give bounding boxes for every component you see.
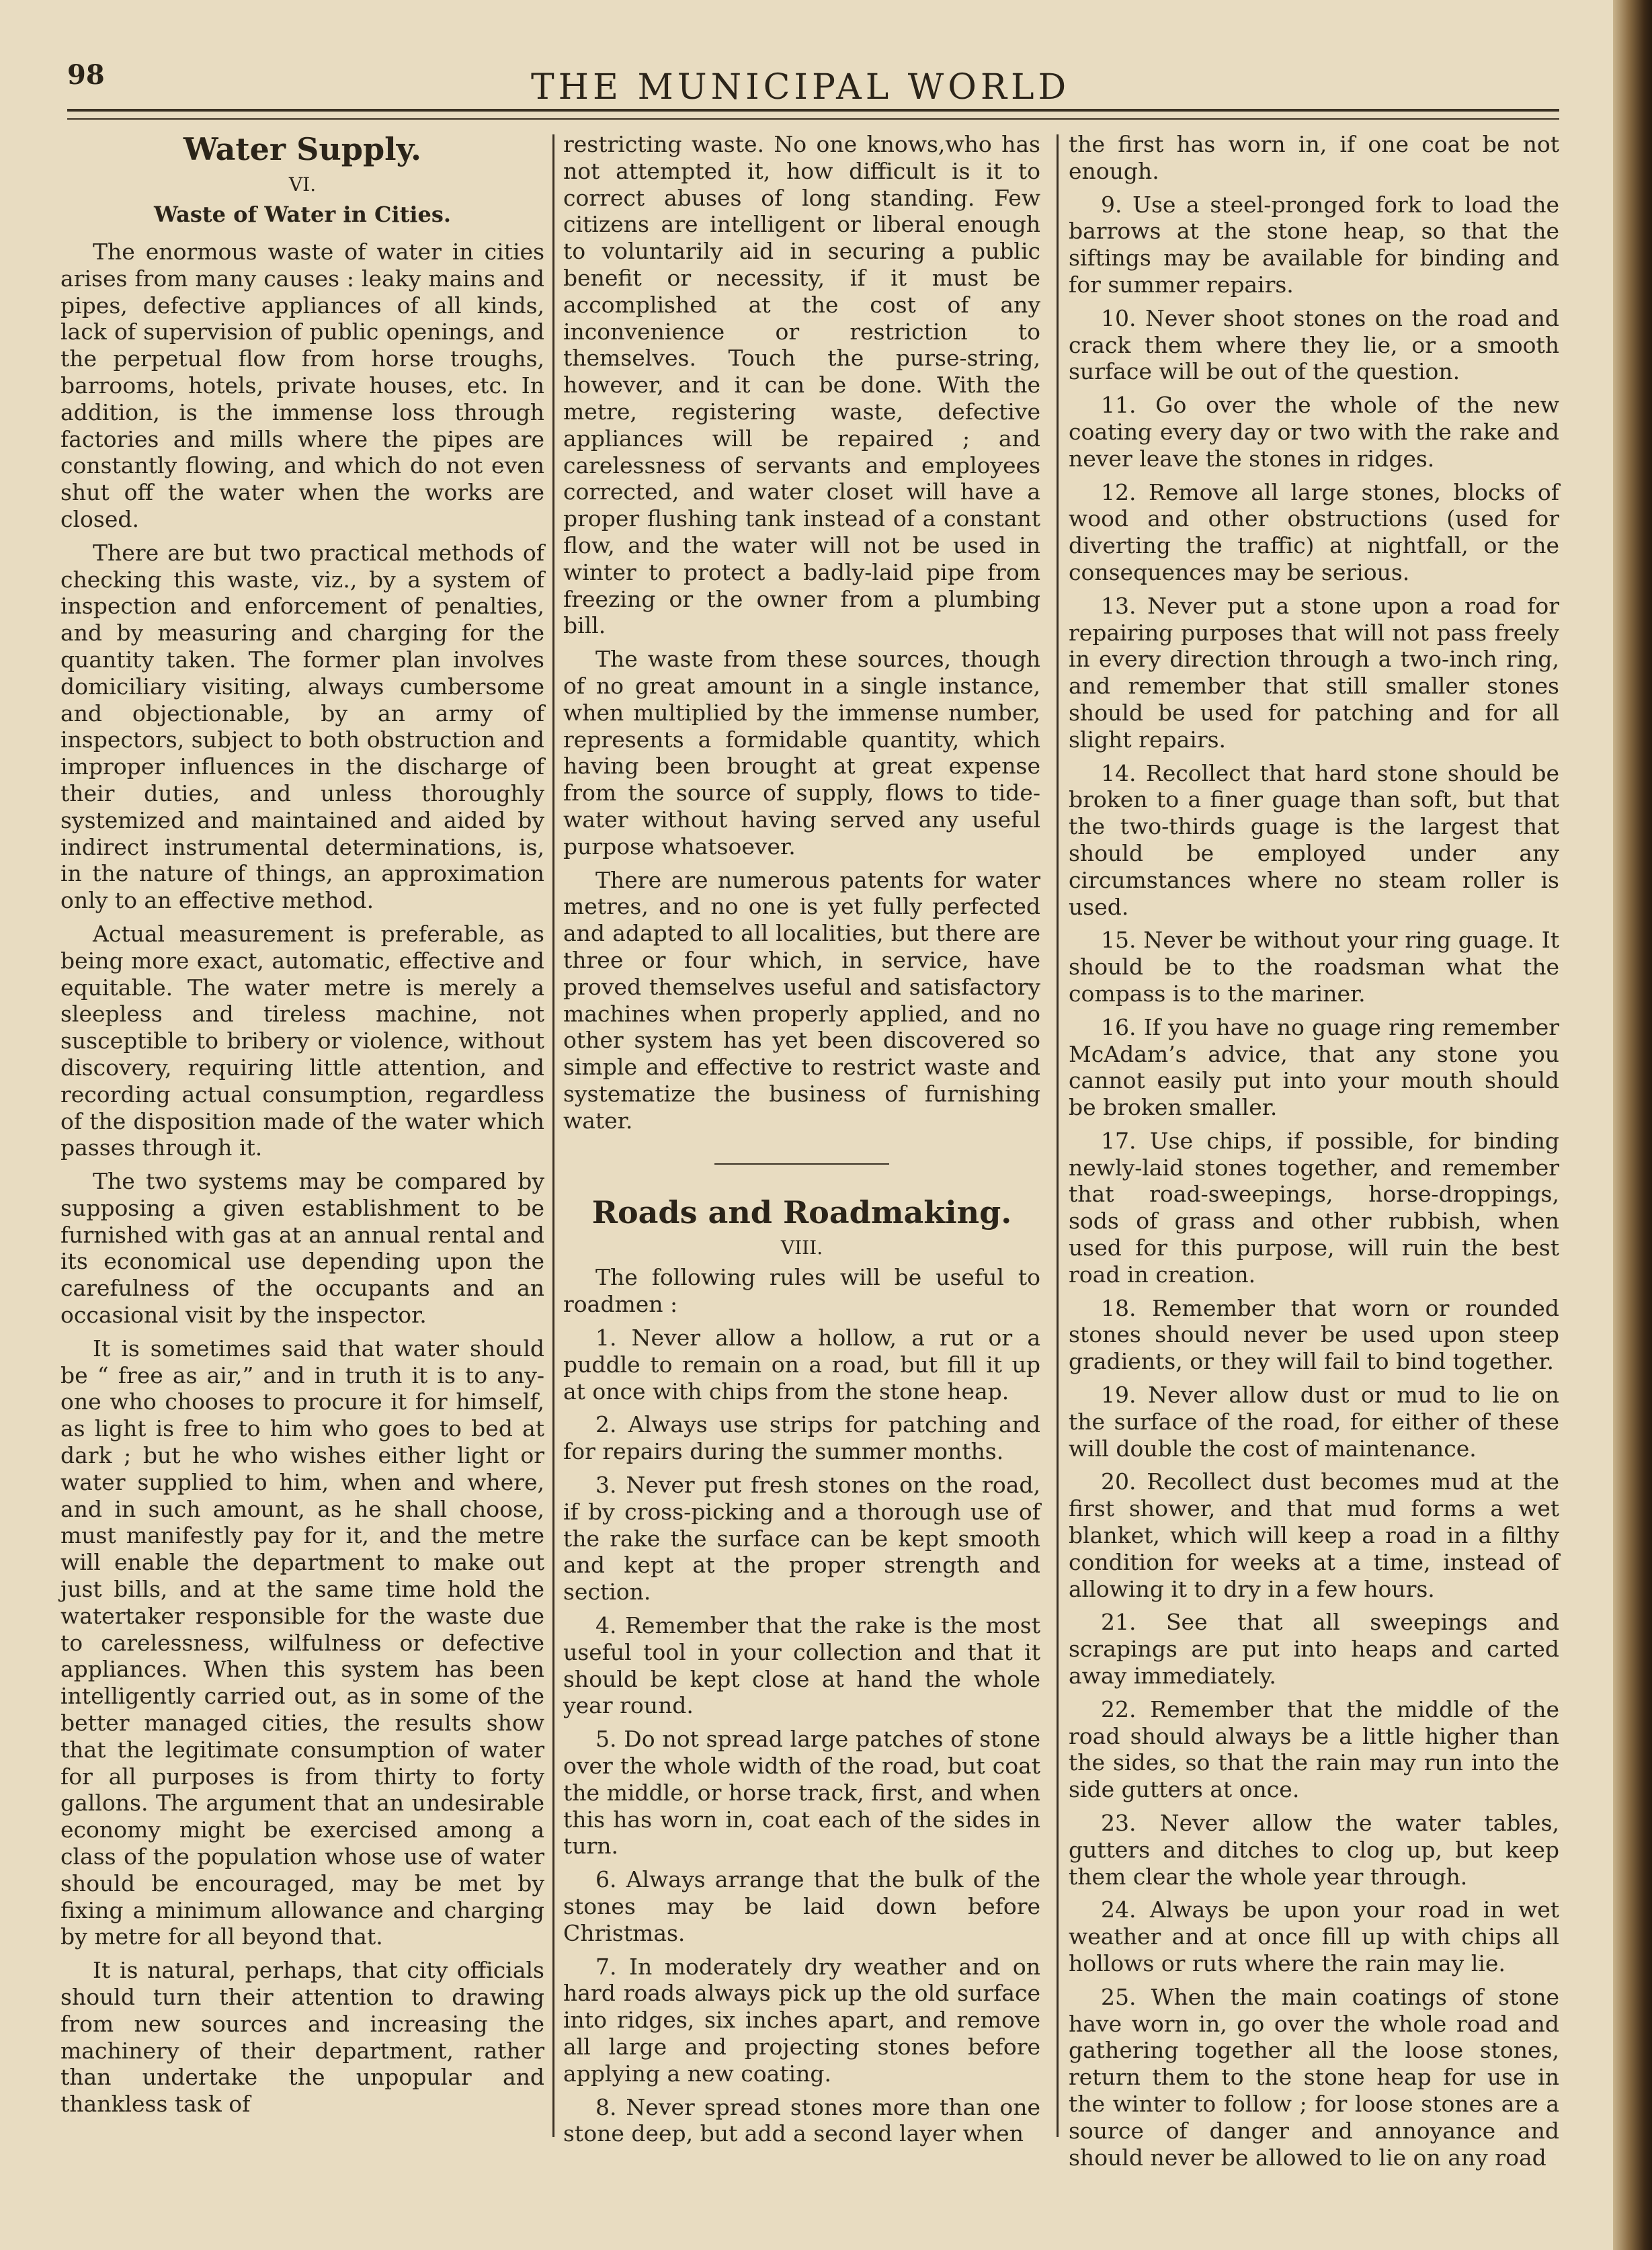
article-paragraph: There are but two practical methods of checking this waste, viz., by a system of inspection and enforcement of penalties, and by measuring and charging for the quantity taken. The former plan involves domiciliary visiting, always cumbersome and objectionable, by an army of inspectors, subject to both obstruction and improper influences in the discharge of their duties, and unless thoroughly systemized and maintained and aided by indirect instrumental determinations, is, in the nature of things, an approximation only to an effective method. [60,539,544,914]
rule-item: 3. Never put fresh stones on the road, if by cross-picking and a thorough use of the rake the surface can be kept smooth and kept at the proper strength and section. [563,1472,1040,1606]
rule-item: 19. Never allow dust or mud to lie on the surface of the road, for either of these will double the cost of maintenance. [1069,1382,1559,1462]
column-rule-2 [1057,134,1059,2137]
water-supply-title: Water Supply. [183,131,422,167]
rule-item: 16. If you have no guage ring remember McAdam’s advice, that any stone you cannot easily put into your mouth should be broken smaller. [1069,1013,1559,1121]
article-paragraph: The waste from these sources, though of no great amount in a single instance, when multiplied by the immense number, represents a formidable quantity, which having been brought at great expense from the source of supply, flows to tide-water without having served any useful purpose whatsoever. [563,646,1040,860]
article-paragraph: The enormous waste of water in cities arises from many causes : leaky mains and pipes, defective appliances of all kinds, lack of supervision of public openings, and the perpetual flow from horse troughs, barrooms, hotels, private houses, etc. In addition, is the immense loss through factories and mills where the pipes are constantly flowing, and which do not even shut off the water when the works are closed. [60,239,544,532]
rule-item: 9. Use a steel-pronged fork to load the barrows at the stone heap, so that the siftings may be available for binding and for summer repairs. [1069,191,1559,298]
rule-item: 24. Always be upon your road in wet weather and at once fill up with chips all hollows or ruts where the rain may lie. [1069,1897,1559,1976]
roads-intro: The following rules will be useful to roadmen : [563,1264,1040,1318]
water-supply-number: VI. [288,173,317,196]
column-1 [60,131,544,2124]
page-number: 98 [67,59,105,91]
page-binding-edge [1613,0,1652,2250]
article-paragraph: Actual measurement is preferable, as being more exact, automatic, effective and equitable. The water metre is merely a sleepless and tireless machine, not susceptible to bribery or violence, without discovery, requiring little attention, and recording actual consumption, regardless of the disposition made of the water which passes through it. [60,920,544,1161]
rule-item: 10. Never shoot stones on the road and crack them where they lie, or a smooth surface will be out of the question. [1069,304,1559,385]
header-rule [67,109,1559,112]
rule-item: 12. Remove all large stones, blocks of wood and other obstructions (used for diverting the traffic) at nightfall, or the consequences may be serious. [1069,478,1559,585]
rule-item: 18. Remember that worn or rounded stones should never be used upon steep gradients, or they will fail to bind together. [1069,1294,1559,1375]
rule-item: 25. When the main coatings of stone have worn in, go over the whole road and gathering together all the loose stones, return them to the stone heap for use in the winter to follow ; for loose stones are a source of danger and annoyance and should never be allowed to lie on any road [1069,1983,1559,2171]
rule-item: 2. Always use strips for patching and for repairs during the summer months. [563,1411,1040,1465]
article-paragraph: There are numerous patents for water metres, and no one is yet fully perfected and adapted to all localities, but there are three or four which, in service, have proved themselves useful and satisfactory machines when properly applied, and no other system has yet been discovered so simple and effective to restrict waste and systematize the business of furnishing water. [563,866,1040,1134]
column-rule-1 [552,134,554,2137]
rule-item: 6. Always arrange that the bulk of the stones may be laid down before Christmas. [563,1866,1040,1946]
rule-item: 14. Recollect that hard stone should be broken to a finer guage than soft, but that the two-thirds guage is the largest that should be employed under any circumstances where no steam roller is used. [1069,759,1559,920]
rule-item: 8. Never spread stones more than one stone deep, but add a second layer when [563,2093,1040,2147]
rule-item: the first has worn in, if one coat be not enough. [1069,131,1559,184]
masthead: THE MUNICIPAL WORLD [531,67,1071,108]
rule-item: 21. See that all sweepings and scrapings are put into heaps and carted away immediately. [1069,1609,1559,1690]
water-supply-subtitle: Waste of Water in Cities. [153,202,452,227]
article-paragraph: restricting waste. No one knows,who has not attempted it, how difficult is it to correct abuses of long standing. Few citizens are intelligent or liberal enough to voluntarily aid in securing a public benefit or necessity, if it must be accomplished at the cost of any inconvenience or restriction to themselves. Touch the purse-string, however, and it can be done. With the metre, registering waste, defective appliances will be repaired ; and carelessness of servants and employees corrected, and water closet will have a proper flushing tank instead of a constant flow, and the water will not be used in winter to protect a badly-laid pipe from freezing or the owner from a plumbing bill. [563,131,1040,639]
rule-item: 11. Go over the whole of the new coating every day or two with the rake and never leave the stones in ridges. [1069,392,1559,472]
rule-item: 15. Never be without your ring guage. It should be to the roadsman what the compass is to the mariner. [1069,927,1559,1007]
section-separator [714,1163,889,1165]
roads-number: VIII. [780,1237,823,1259]
rule-item: 7. In moderately dry weather and on hard roads always pick up the old surface into ridges, six inches apart, and remove all large and projecting stones before applying a new coating. [563,1953,1040,2087]
article-paragraph: The two systems may be compared by supposing a given establishment to be furnished with gas at an annual rental and its economical use depending upon the carefulness of the occupants and an occasional visit by the inspector. [60,1168,544,1329]
column-2 [563,131,1040,2154]
rule-item: 23. Never allow the water tables, gutters and ditches to clog up, but keep them clear the whole year through. [1069,1810,1559,1890]
rule-item: 5. Do not spread large patches of stone over the whole width of the road, but coat the middle, or horse track, first, and when this has worn in, coat each of the sides in turn. [563,1726,1040,1860]
rule-item: 4. Remember that the rake is the most useful tool in your collection and that it should be kept close at hand the whole year round. [563,1612,1040,1719]
rule-item: 1. Never allow a hollow, a rut or a puddle to remain on a road, but fill it up at once with chips from the stone heap. [563,1325,1040,1405]
article-paragraph: It is natural, perhaps, that city officials should turn their attention to drawing from new sources and increasing the machinery of their department, rather than undertake the unpopular and thankless task of [60,1957,544,2118]
rule-item: 20. Recollect dust becomes mud at the first shower, and that mud forms a wet blanket, which will keep a road in a filthy condition for weeks at a time, instead of allowing it to dry in a few hours. [1069,1468,1559,1602]
rule-item: 17. Use chips, if possible, for binding newly-laid stones together, and remember that road-sweepings, horse-droppings, sods of grass and other rubbish, when used for this purpose, will ruin the best road in creation. [1069,1127,1559,1288]
rule-item: 22. Remember that the middle of the road should always be a little higher than the sides, so that the rain may run into the side gutters at once. [1069,1696,1559,1803]
rule-item: 13. Never put a stone upon a road for repairing purposes that will not pass freely in every direction through a two-inch ring, and remember that still smaller stones should be used for patching and for all slight repairs. [1069,592,1559,753]
article-paragraph: It is sometimes said that water should be “ free as air,” and in truth it is to any-one who chooses to procure it for himself, as light is free to him who goes to bed at dark ; but he who wishes either light or water supplied to him, when and where, and in such amount, as he shall choose, must manifestly pay for it, and the metre will enable the department to make out just bills, and at the same time hold the watertaker responsible for the waste due to carelessness, wilfulness or defective appliances. When this system has been intelligently carried out, as in some of the better managed cities, the results show that the legitimate consumption of water for all purposes is from thirty to forty gallons. The argument that an undesirable economy might be exercised among a class of the population whose use of water should be encouraged, may be met by fixing a minimum allowance and charging by metre for all beyond that. [60,1335,544,1950]
column-3 [1069,131,1559,2177]
roads-title: Roads and Roadmaking. [591,1194,1012,1231]
header-rule-thin [67,118,1559,120]
